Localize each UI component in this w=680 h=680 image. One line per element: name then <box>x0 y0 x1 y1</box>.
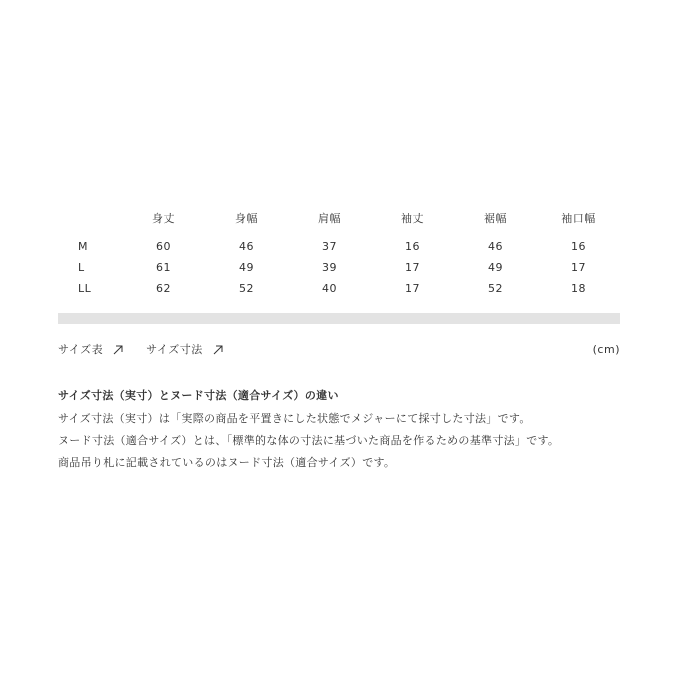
size-chart-link-label: サイズ表 <box>58 343 104 356</box>
table-header-row <box>58 206 620 236</box>
header-corner <box>58 206 122 236</box>
external-arrow-icon <box>212 344 224 356</box>
table-cell: 52 <box>239 282 254 295</box>
table-cell: 62 <box>156 282 171 295</box>
header-hem-width: 裾幅 <box>484 212 507 225</box>
table-cell: 17 <box>405 282 420 295</box>
size-links <box>58 341 246 359</box>
table-row <box>58 236 620 257</box>
table-cell: 40 <box>322 282 337 295</box>
table-cell: 16 <box>405 240 420 253</box>
size-label: M <box>78 240 88 253</box>
header-sleeve-length: 袖丈 <box>401 212 424 225</box>
table-cell: 49 <box>239 261 254 274</box>
size-dimensions-link[interactable] <box>146 341 224 359</box>
external-arrow-icon <box>112 344 124 356</box>
size-table <box>58 206 620 299</box>
size-dimensions-link-label: サイズ寸法 <box>146 343 203 356</box>
table-cell: 39 <box>322 261 337 274</box>
table-row <box>58 257 620 278</box>
header-cuff-width: 袖口幅 <box>561 212 596 225</box>
size-notes <box>58 386 638 474</box>
table-cell: 60 <box>156 240 171 253</box>
table-row <box>58 278 620 299</box>
table-cell: 52 <box>488 282 503 295</box>
table-cell: 18 <box>571 282 586 295</box>
table-cell: 49 <box>488 261 503 274</box>
horizontal-scrollbar[interactable] <box>58 313 620 324</box>
header-body-width: 身幅 <box>235 212 258 225</box>
size-chart-link[interactable] <box>58 341 124 359</box>
size-label: LL <box>78 282 92 295</box>
table-cell: 16 <box>571 240 586 253</box>
header-length: 身丈 <box>152 212 175 225</box>
notes-line: ヌード寸法（適合サイズ）とは、「標準的な体の寸法に基づいた商品を作るための基準寸法」です。 <box>58 434 560 447</box>
table-cell: 17 <box>571 261 586 274</box>
table-cell: 37 <box>322 240 337 253</box>
header-shoulder-width: 肩幅 <box>318 212 341 225</box>
size-label: L <box>78 261 85 274</box>
notes-line: サイズ寸法（実寸）は「実際の商品を平置きにした状態でメジャーにて採寸した寸法」です。 <box>58 412 531 425</box>
notes-title: サイズ寸法（実寸）とヌード寸法（適合サイズ）の違い <box>58 389 339 402</box>
table-cell: 61 <box>156 261 171 274</box>
table-cell: 46 <box>488 240 503 253</box>
table-cell: 46 <box>239 240 254 253</box>
notes-line: 商品吊り札に記載されているのはヌード寸法（適合サイズ）です。 <box>58 456 396 469</box>
table-cell: 17 <box>405 261 420 274</box>
unit-label: (cm) <box>592 343 620 356</box>
